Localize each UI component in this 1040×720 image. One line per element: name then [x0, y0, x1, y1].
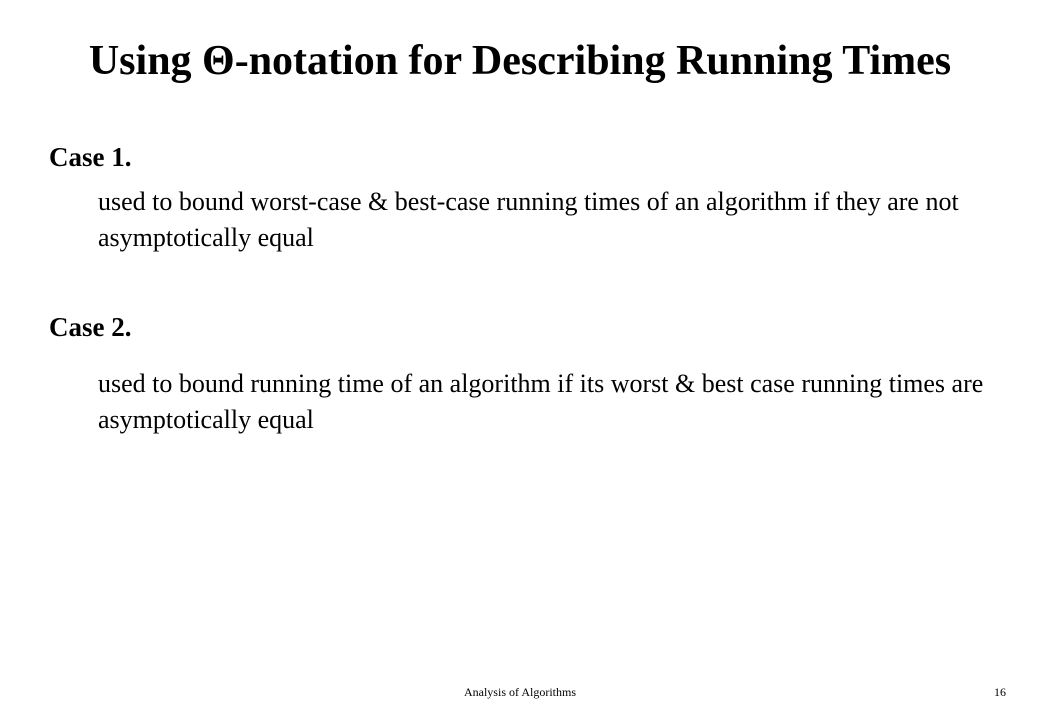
case-1-text: used to bound worst-case & best-case running times of an algorithm if they are not asymptotically equal — [98, 187, 959, 252]
case-2-label: Case 2. — [49, 312, 132, 342]
page-number: 16 — [994, 685, 1006, 699]
footer-course-title: Analysis of Algorithms — [463, 685, 576, 699]
case-2-text: used to bound running time of an algorithm if its worst & best case running times are asymptotically equal — [98, 369, 984, 434]
slide-title: Using Θ-notation for Describing Running Times — [88, 38, 952, 84]
case-1-label: Case 1. — [49, 142, 132, 172]
